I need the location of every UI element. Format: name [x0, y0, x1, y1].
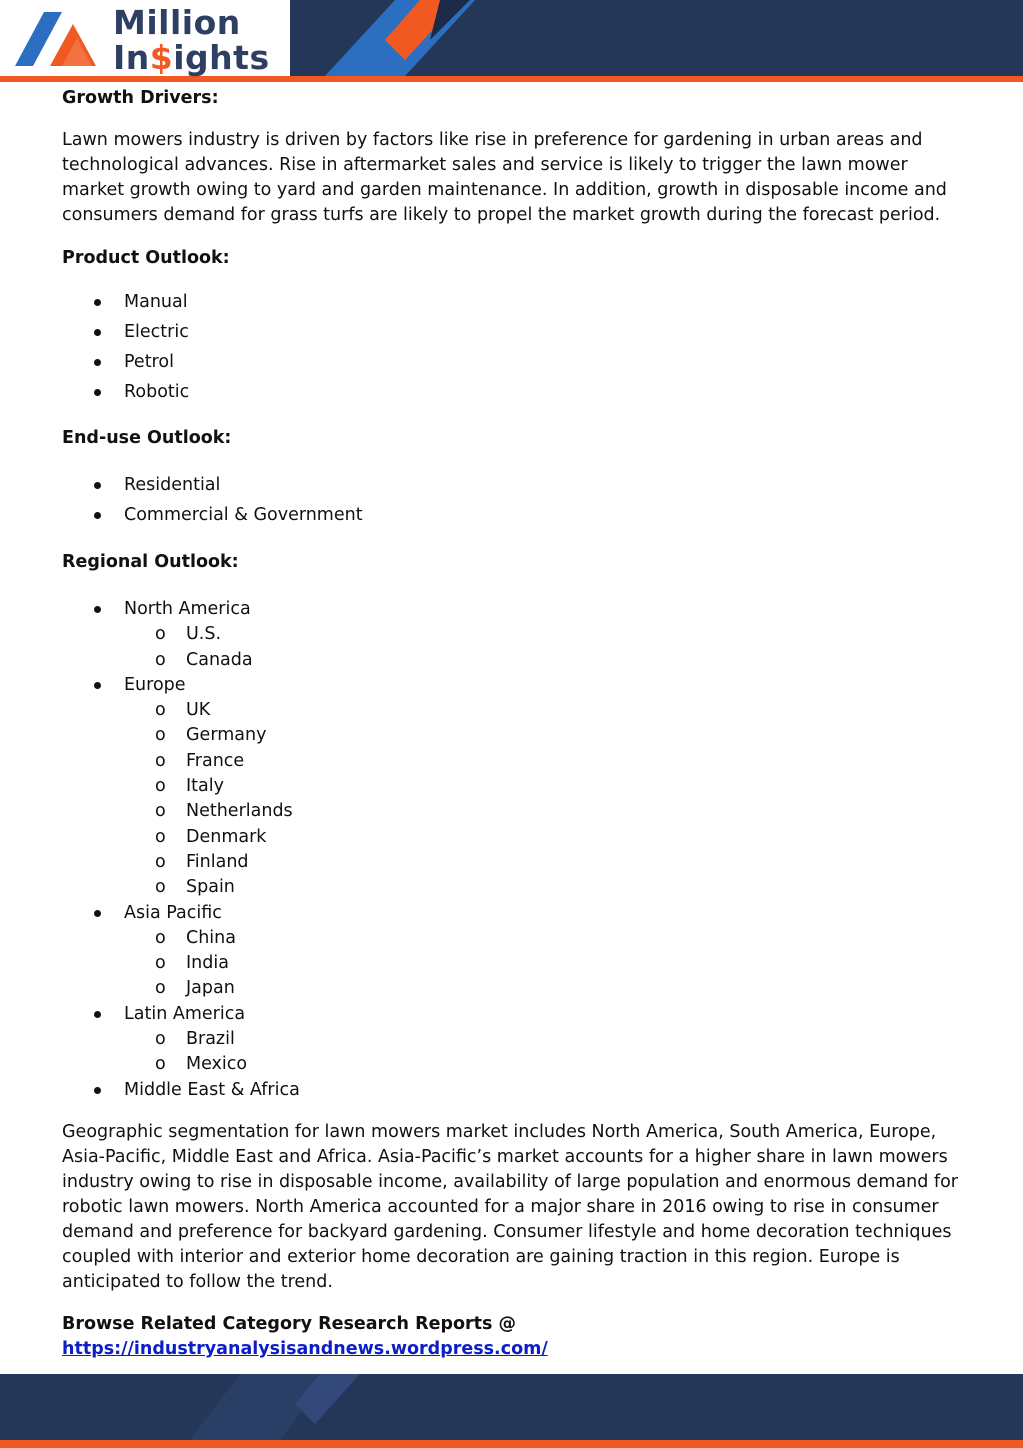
list-item: Residential [62, 473, 962, 503]
list-item: o Netherlands [155, 801, 293, 822]
document-body [62, 86, 962, 1362]
geographic-paragraph: Geographic segmentation for lawn mowers market includes North America, South America, Europe, Asia-Pacific, Middle East and Africa. Asia-Pacific’s market accounts for a higher share in lawn mowers industry owing to rise in disposable income, availability of large population and enormous demand for robotic lawn mowers. North America accounted for a major share in 2016 owing to rise in consumer demand and preference for backyard gardening. Consumer lifestyle and home decoration techniques coupled with interior and exterior home decoration are gaining traction in this region. Europe is anticipated to follow the trend. [62, 1121, 958, 1292]
page-footer [0, 1374, 1023, 1448]
region-north-america: North America [62, 597, 962, 622]
list-item: o Finland [155, 851, 249, 872]
list-item: Commercial & Government [62, 503, 962, 533]
region-latin-america: Latin America [62, 1002, 962, 1027]
footer-banner [0, 1374, 1023, 1448]
list-item: o Mexico [155, 1054, 248, 1075]
list-item: o Germany [155, 725, 267, 746]
region-asia-pacific: Asia Pacific [62, 901, 962, 926]
browse-link[interactable]: https://industryanalysisandnews.wordpress.com/ [62, 1338, 548, 1359]
north-america-sublist [62, 622, 962, 673]
list-item: o Spain [155, 877, 235, 898]
sublist-wrapper [62, 926, 962, 1002]
product-outlook-heading: Product Outlook: [62, 248, 230, 268]
sublist-wrapper [62, 698, 962, 900]
list-item: Robotic [62, 380, 962, 410]
logo-line-2: In$ights [113, 38, 270, 77]
regional-list [62, 597, 962, 1103]
sublist-wrapper [62, 622, 962, 673]
logo-mark-icon [10, 4, 120, 76]
list-item: Petrol [62, 350, 962, 380]
list-item: o Italy [155, 776, 224, 797]
region-middle-east-africa: Middle East & Africa [62, 1078, 962, 1103]
region-europe: Europe [62, 673, 962, 698]
page-header [0, 0, 1023, 84]
browse-line [62, 1312, 962, 1362]
europe-sublist [62, 698, 962, 900]
end-use-outlook-heading: End-use Outlook: [62, 428, 232, 448]
end-use-list [62, 473, 962, 533]
product-list [62, 290, 962, 410]
latin-america-sublist [62, 1027, 962, 1078]
list-item: Manual [62, 290, 962, 320]
list-item: o Brazil [155, 1029, 235, 1050]
list-item: o China [155, 927, 236, 948]
growth-drivers-paragraph: Lawn mowers industry is driven by factors like rise in preference for gardening in urban areas and technological advances. Rise in aftermarket sales and service is likely to trigger the lawn mower market growth owing to yard and garden maintenance. In addition, growth in disposable income and consumers demand for grass turfs are likely to propel the market growth during the forecast period. [62, 130, 947, 225]
list-item: o France [155, 750, 245, 771]
asia-pacific-sublist [62, 926, 962, 1002]
list-item: o India [155, 953, 229, 974]
list-item: o Japan [155, 978, 235, 999]
sublist-wrapper [62, 1027, 962, 1078]
growth-drivers-heading: Growth Drivers: [62, 88, 219, 108]
list-item: o UK [155, 700, 211, 721]
regional-outlook-heading: Regional Outlook: [62, 552, 239, 572]
list-item: Electric [62, 320, 962, 350]
list-item: o Canada [155, 649, 253, 670]
logo-line-1: Million [113, 3, 241, 42]
list-item: o Denmark [155, 826, 267, 847]
logo-wordmark [113, 3, 270, 77]
list-item: o U.S. [155, 624, 222, 645]
browse-label: Browse Related Category Research Reports @ [62, 1313, 517, 1334]
